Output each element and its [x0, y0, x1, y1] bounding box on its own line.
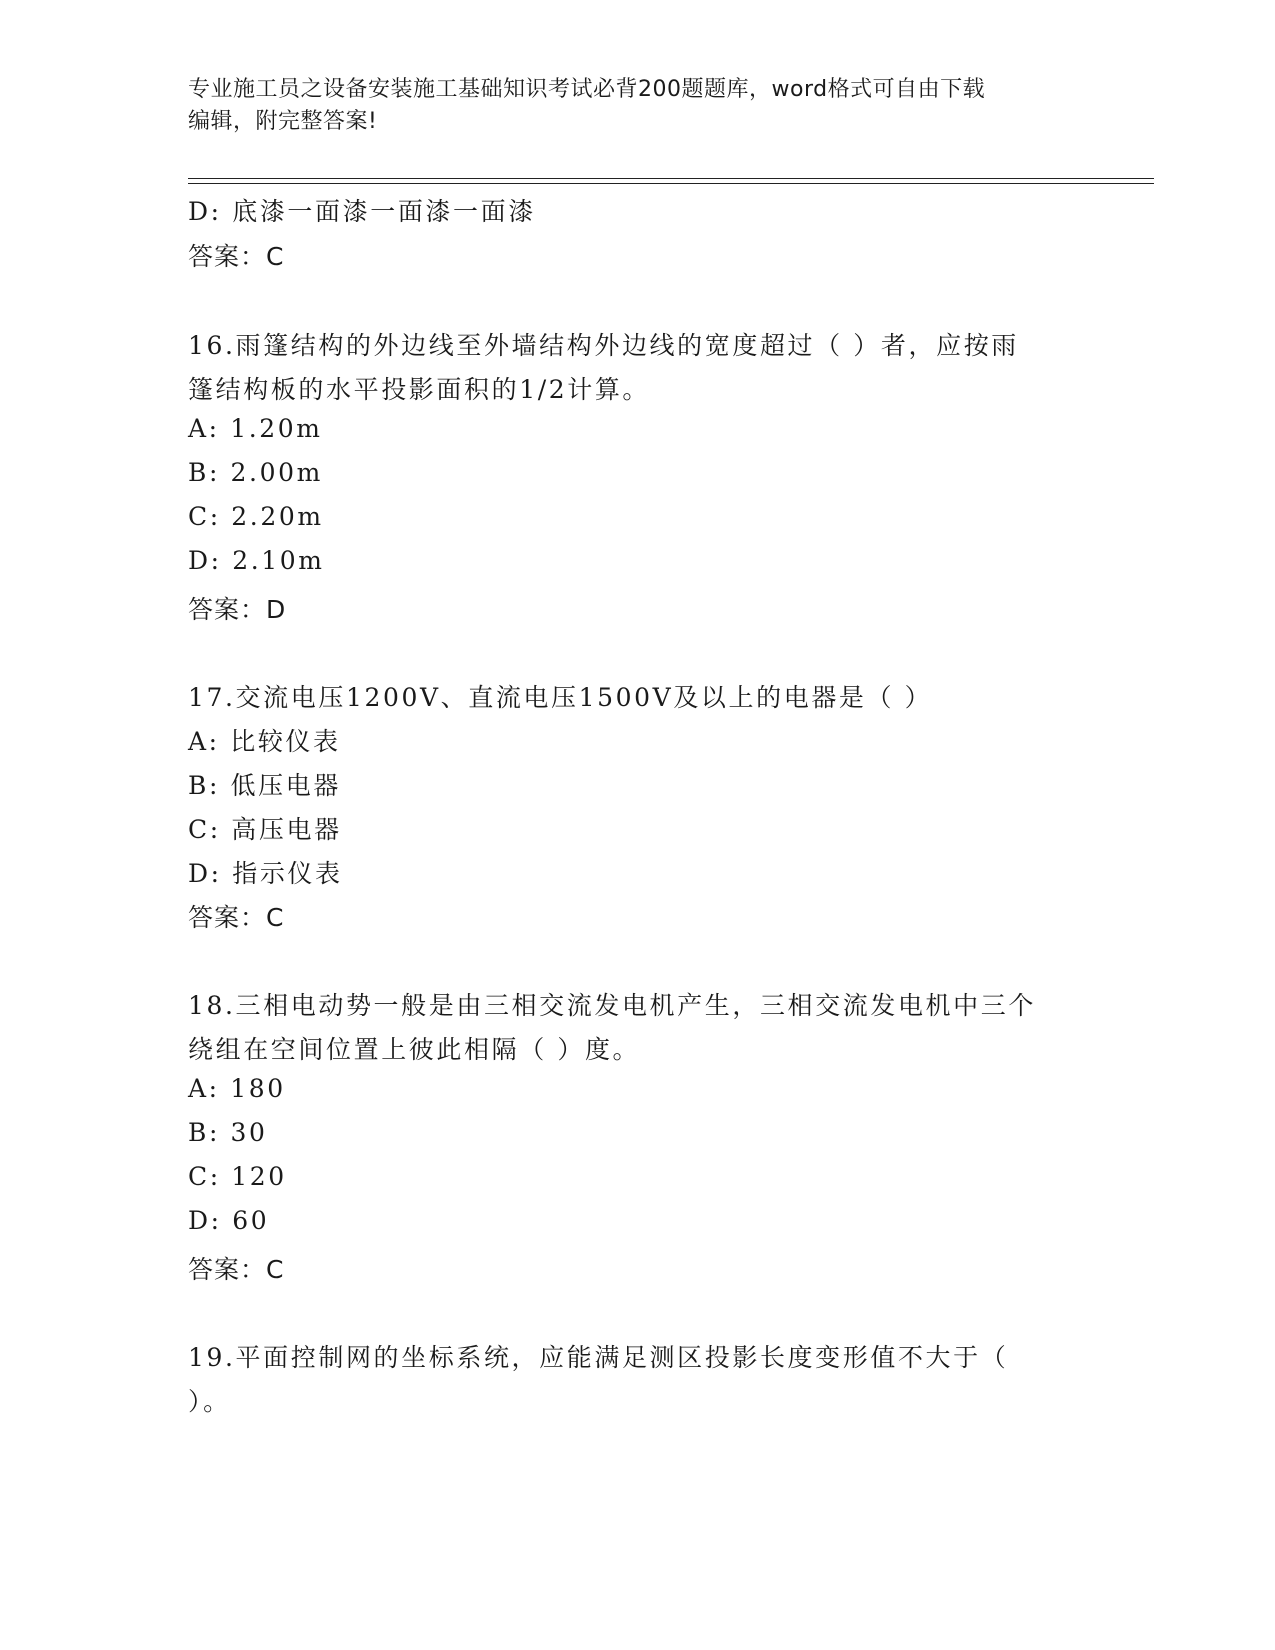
q17-option-a: A: 比较仪表	[188, 727, 341, 756]
q19-stem-line-2: ）。	[188, 1387, 231, 1416]
q18-option-a: A: 180	[188, 1074, 286, 1103]
prev-answer: 答案：C	[188, 242, 285, 271]
header-title-line-2: 编辑，附完整答案!	[188, 109, 378, 134]
q18-answer: 答案：C	[188, 1255, 285, 1284]
q17-answer: 答案：C	[188, 903, 285, 932]
q16-stem-line-2: 篷结构板的水平投影面积的1/2计算。	[188, 375, 651, 404]
q19-stem-line-1: 19.平面控制网的坐标系统，应能满足测区投影长度变形值不大于（	[188, 1343, 1009, 1372]
document-header	[188, 74, 1068, 138]
q18-stem-line-2: 绕组在空间位置上彼此相隔（ ）度。	[188, 1035, 641, 1064]
q16-stem-line-1: 16.雨篷结构的外边线至外墙结构外边线的宽度超过（ ）者，应按雨	[188, 331, 1019, 360]
q18-option-b: B: 30	[188, 1118, 268, 1147]
q16-answer: 答案：D	[188, 595, 287, 624]
q16-option-a: A: 1.20m	[188, 414, 323, 443]
q16-option-d: D: 2.10m	[188, 546, 325, 575]
prev-option-d: D: 底漆一面漆一面漆一面漆	[188, 197, 536, 226]
q18-option-d: D: 60	[188, 1206, 270, 1235]
q17-option-d: D: 指示仪表	[188, 859, 343, 888]
q17-option-c: C: 高压电器	[188, 815, 342, 844]
header-divider-bottom	[188, 183, 1154, 184]
q18-option-c: C: 120	[188, 1162, 287, 1191]
q17-option-b: B: 低压电器	[188, 771, 341, 800]
q16-option-b: B: 2.00m	[188, 458, 323, 487]
header-title-line-1: 专业施工员之设备安装施工基础知识考试必背200题题库，word格式可自由下载	[188, 77, 986, 102]
q18-stem-line-1: 18.三相电动势一般是由三相交流发电机产生，三相交流发电机中三个	[188, 991, 1036, 1020]
header-divider-top	[188, 178, 1154, 179]
q16-option-c: C: 2.20m	[188, 502, 324, 531]
q17-stem-line-1: 17.交流电压1200V、直流电压1500V及以上的电器是（ ）	[188, 683, 933, 712]
